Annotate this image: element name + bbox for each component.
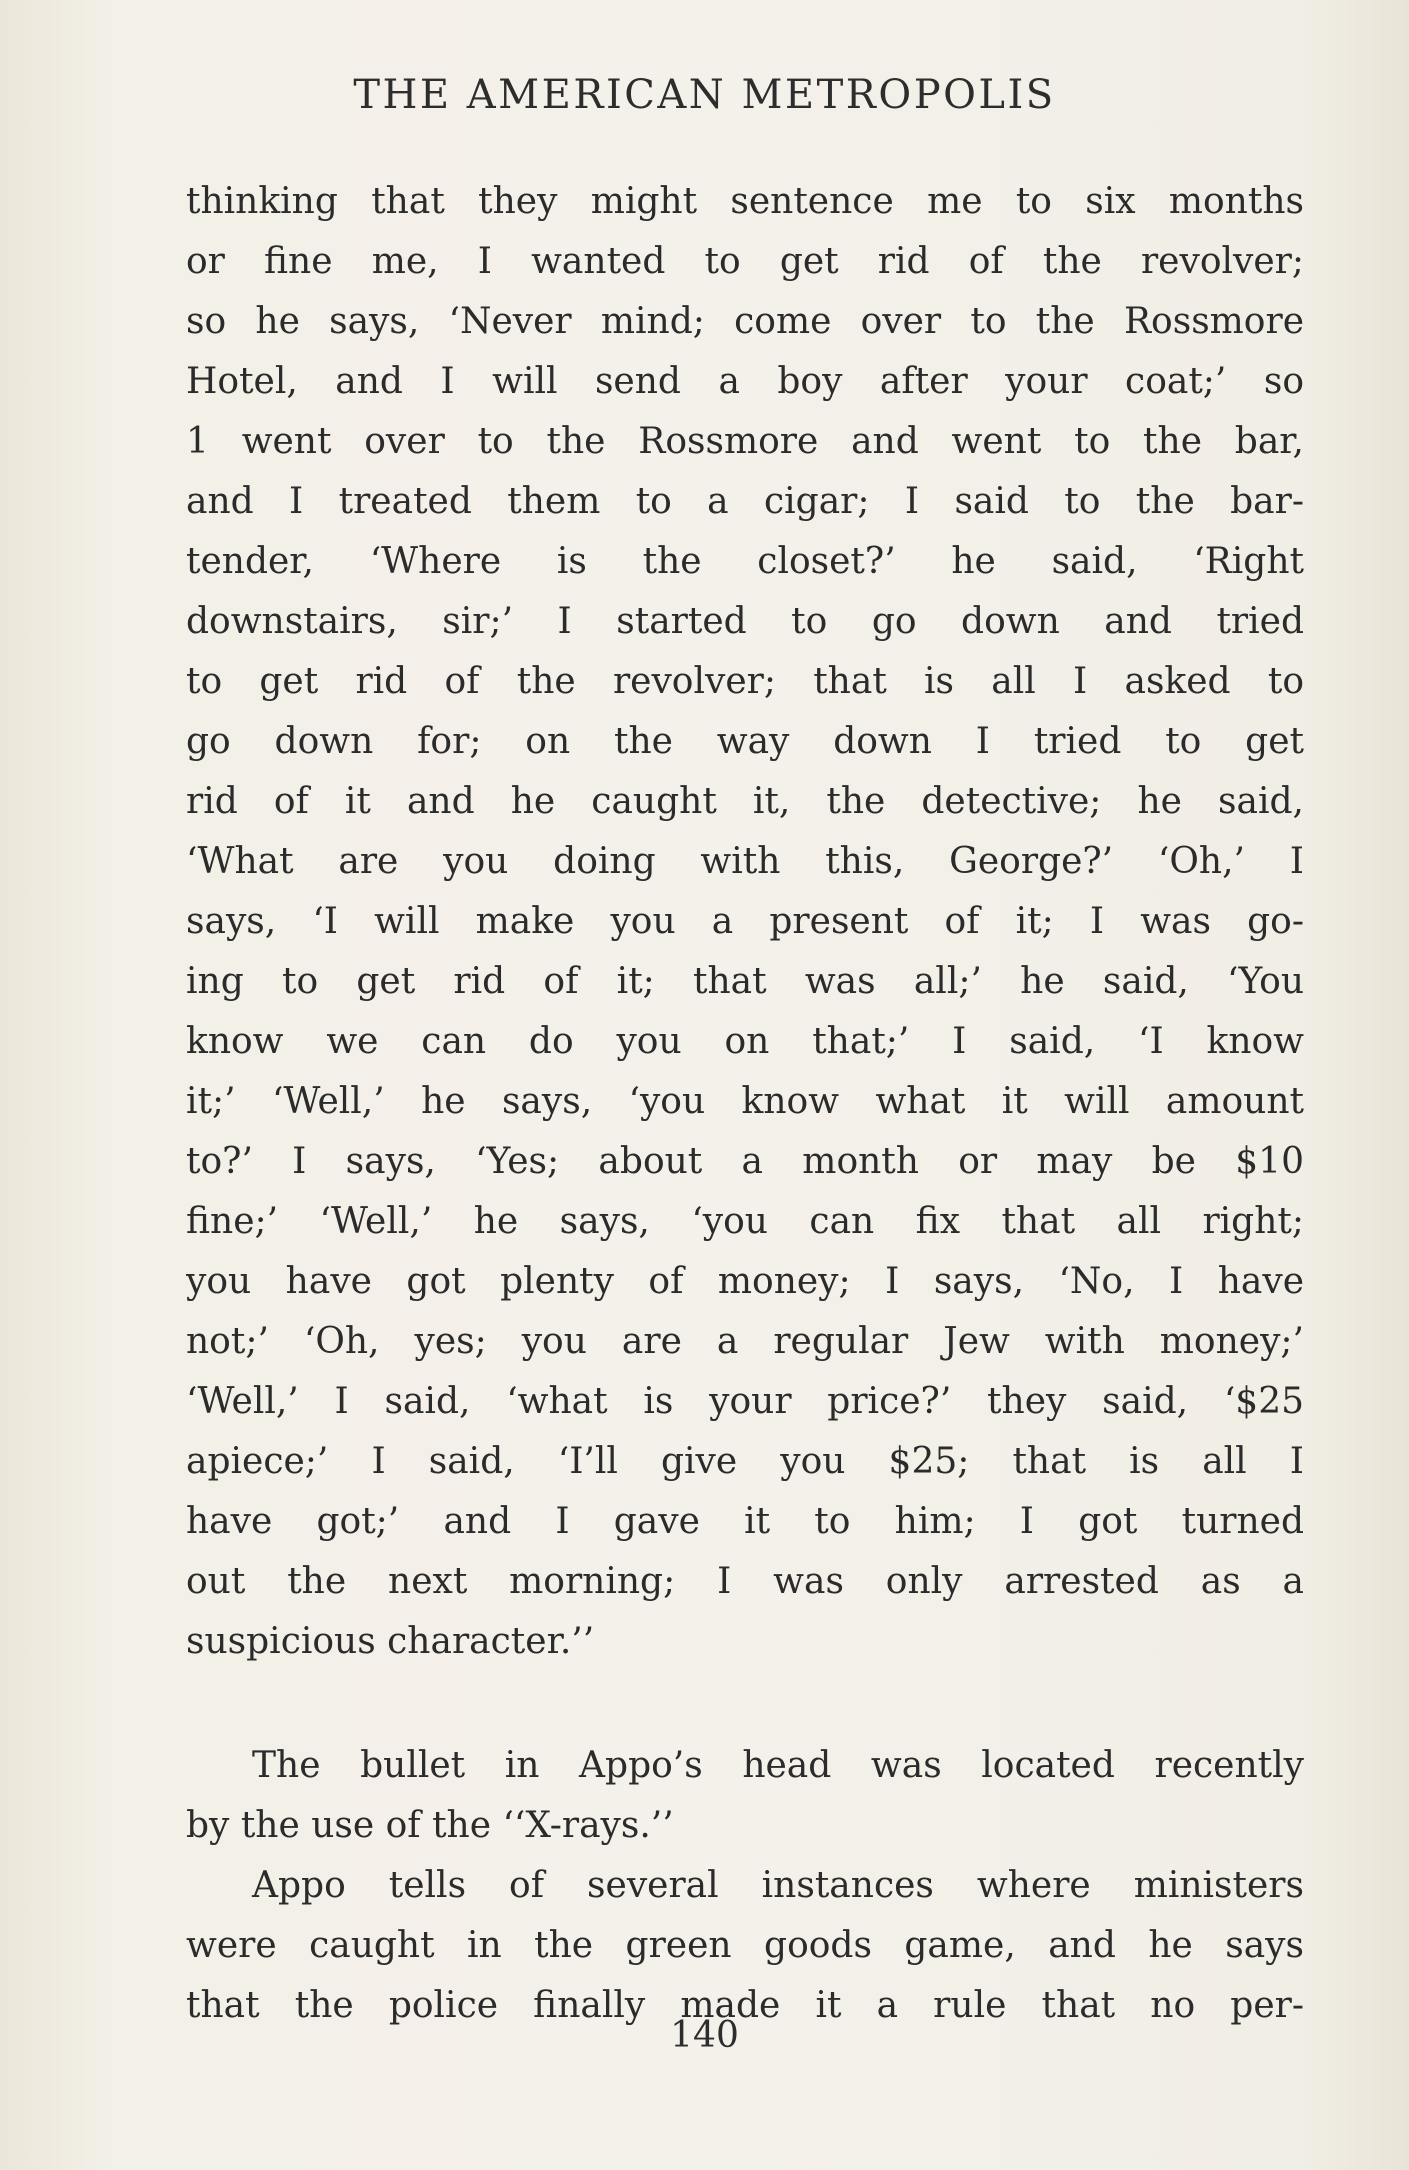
page-number: 140 — [670, 2015, 739, 2056]
paragraph — [186, 172, 1304, 1672]
text-line: suspicious character.’’ — [186, 1621, 595, 1662]
text-line: to?’ I says, ‘Yes; about a month or may be $10 — [186, 1141, 1304, 1182]
text-line: 1 went over to the Rossmore and went to the bar, — [186, 421, 1304, 462]
text-line: ‘Well,’ I said, ‘what is your price?’ they said, ‘$25 — [186, 1381, 1304, 1422]
text-line: Appo tells of several instances where ministers — [252, 1865, 1304, 1906]
text-line: out the next morning; I was only arrested as a — [186, 1561, 1304, 1602]
text-line: by the use of the ‘‘X-rays.’’ — [186, 1805, 674, 1846]
text-line: Hotel, and I will send a boy after your coat;’ so — [186, 361, 1304, 402]
text-line: downstairs, sir;’ I started to go down and tried — [186, 601, 1304, 642]
text-line: fine;’ ‘Well,’ he says, ‘you can fix that all right; — [186, 1201, 1304, 1242]
body-text — [186, 172, 1304, 2036]
paragraph-gap — [186, 1672, 1304, 1736]
text-line: so he says, ‘Never mind; come over to the Rossmore — [186, 301, 1304, 342]
text-line: and I treated them to a cigar; I said to the bar- — [186, 481, 1304, 522]
text-line: or fine me, I wanted to get rid of the revolver; — [186, 241, 1304, 282]
text-line: you have got plenty of money; I says, ‘No, I have — [186, 1261, 1304, 1302]
text-line: not;’ ‘Oh, yes; you are a regular Jew with money;’ — [186, 1321, 1304, 1362]
text-line: know we can do you on that;’ I said, ‘I know — [186, 1021, 1304, 1062]
text-line: thinking that they might sentence me to six months — [186, 181, 1304, 222]
text-line: that the police finally made it a rule that no per- — [186, 1985, 1304, 2026]
text-line: The bullet in Appo’s head was located recently — [252, 1745, 1304, 1786]
paragraph — [186, 1856, 1304, 2036]
text-line: go down for; on the way down I tried to get — [186, 721, 1304, 762]
running-head: THE AMERICAN METROPOLIS — [353, 72, 1056, 118]
text-line: have got;’ and I gave it to him; I got turned — [186, 1501, 1304, 1542]
text-line: says, ‘I will make you a present of it; I was go- — [186, 901, 1304, 942]
text-line: to get rid of the revolver; that is all I asked to — [186, 661, 1304, 702]
text-line: were caught in the green goods game, and he says — [186, 1925, 1304, 1966]
text-line: ‘What are you doing with this, George?’ ‘Oh,’ I — [186, 841, 1304, 882]
text-line: ing to get rid of it; that was all;’ he said, ‘You — [186, 961, 1304, 1002]
text-line: tender, ‘Where is the closet?’ he said, ‘Right — [186, 541, 1304, 582]
text-line: apiece;’ I said, ‘I’ll give you $25; that is all I — [186, 1441, 1304, 1482]
paragraph — [186, 1736, 1304, 1856]
text-line: rid of it and he caught it, the detective; he said, — [186, 781, 1304, 822]
text-line: it;’ ‘Well,’ he says, ‘you know what it will amount — [186, 1081, 1304, 1122]
